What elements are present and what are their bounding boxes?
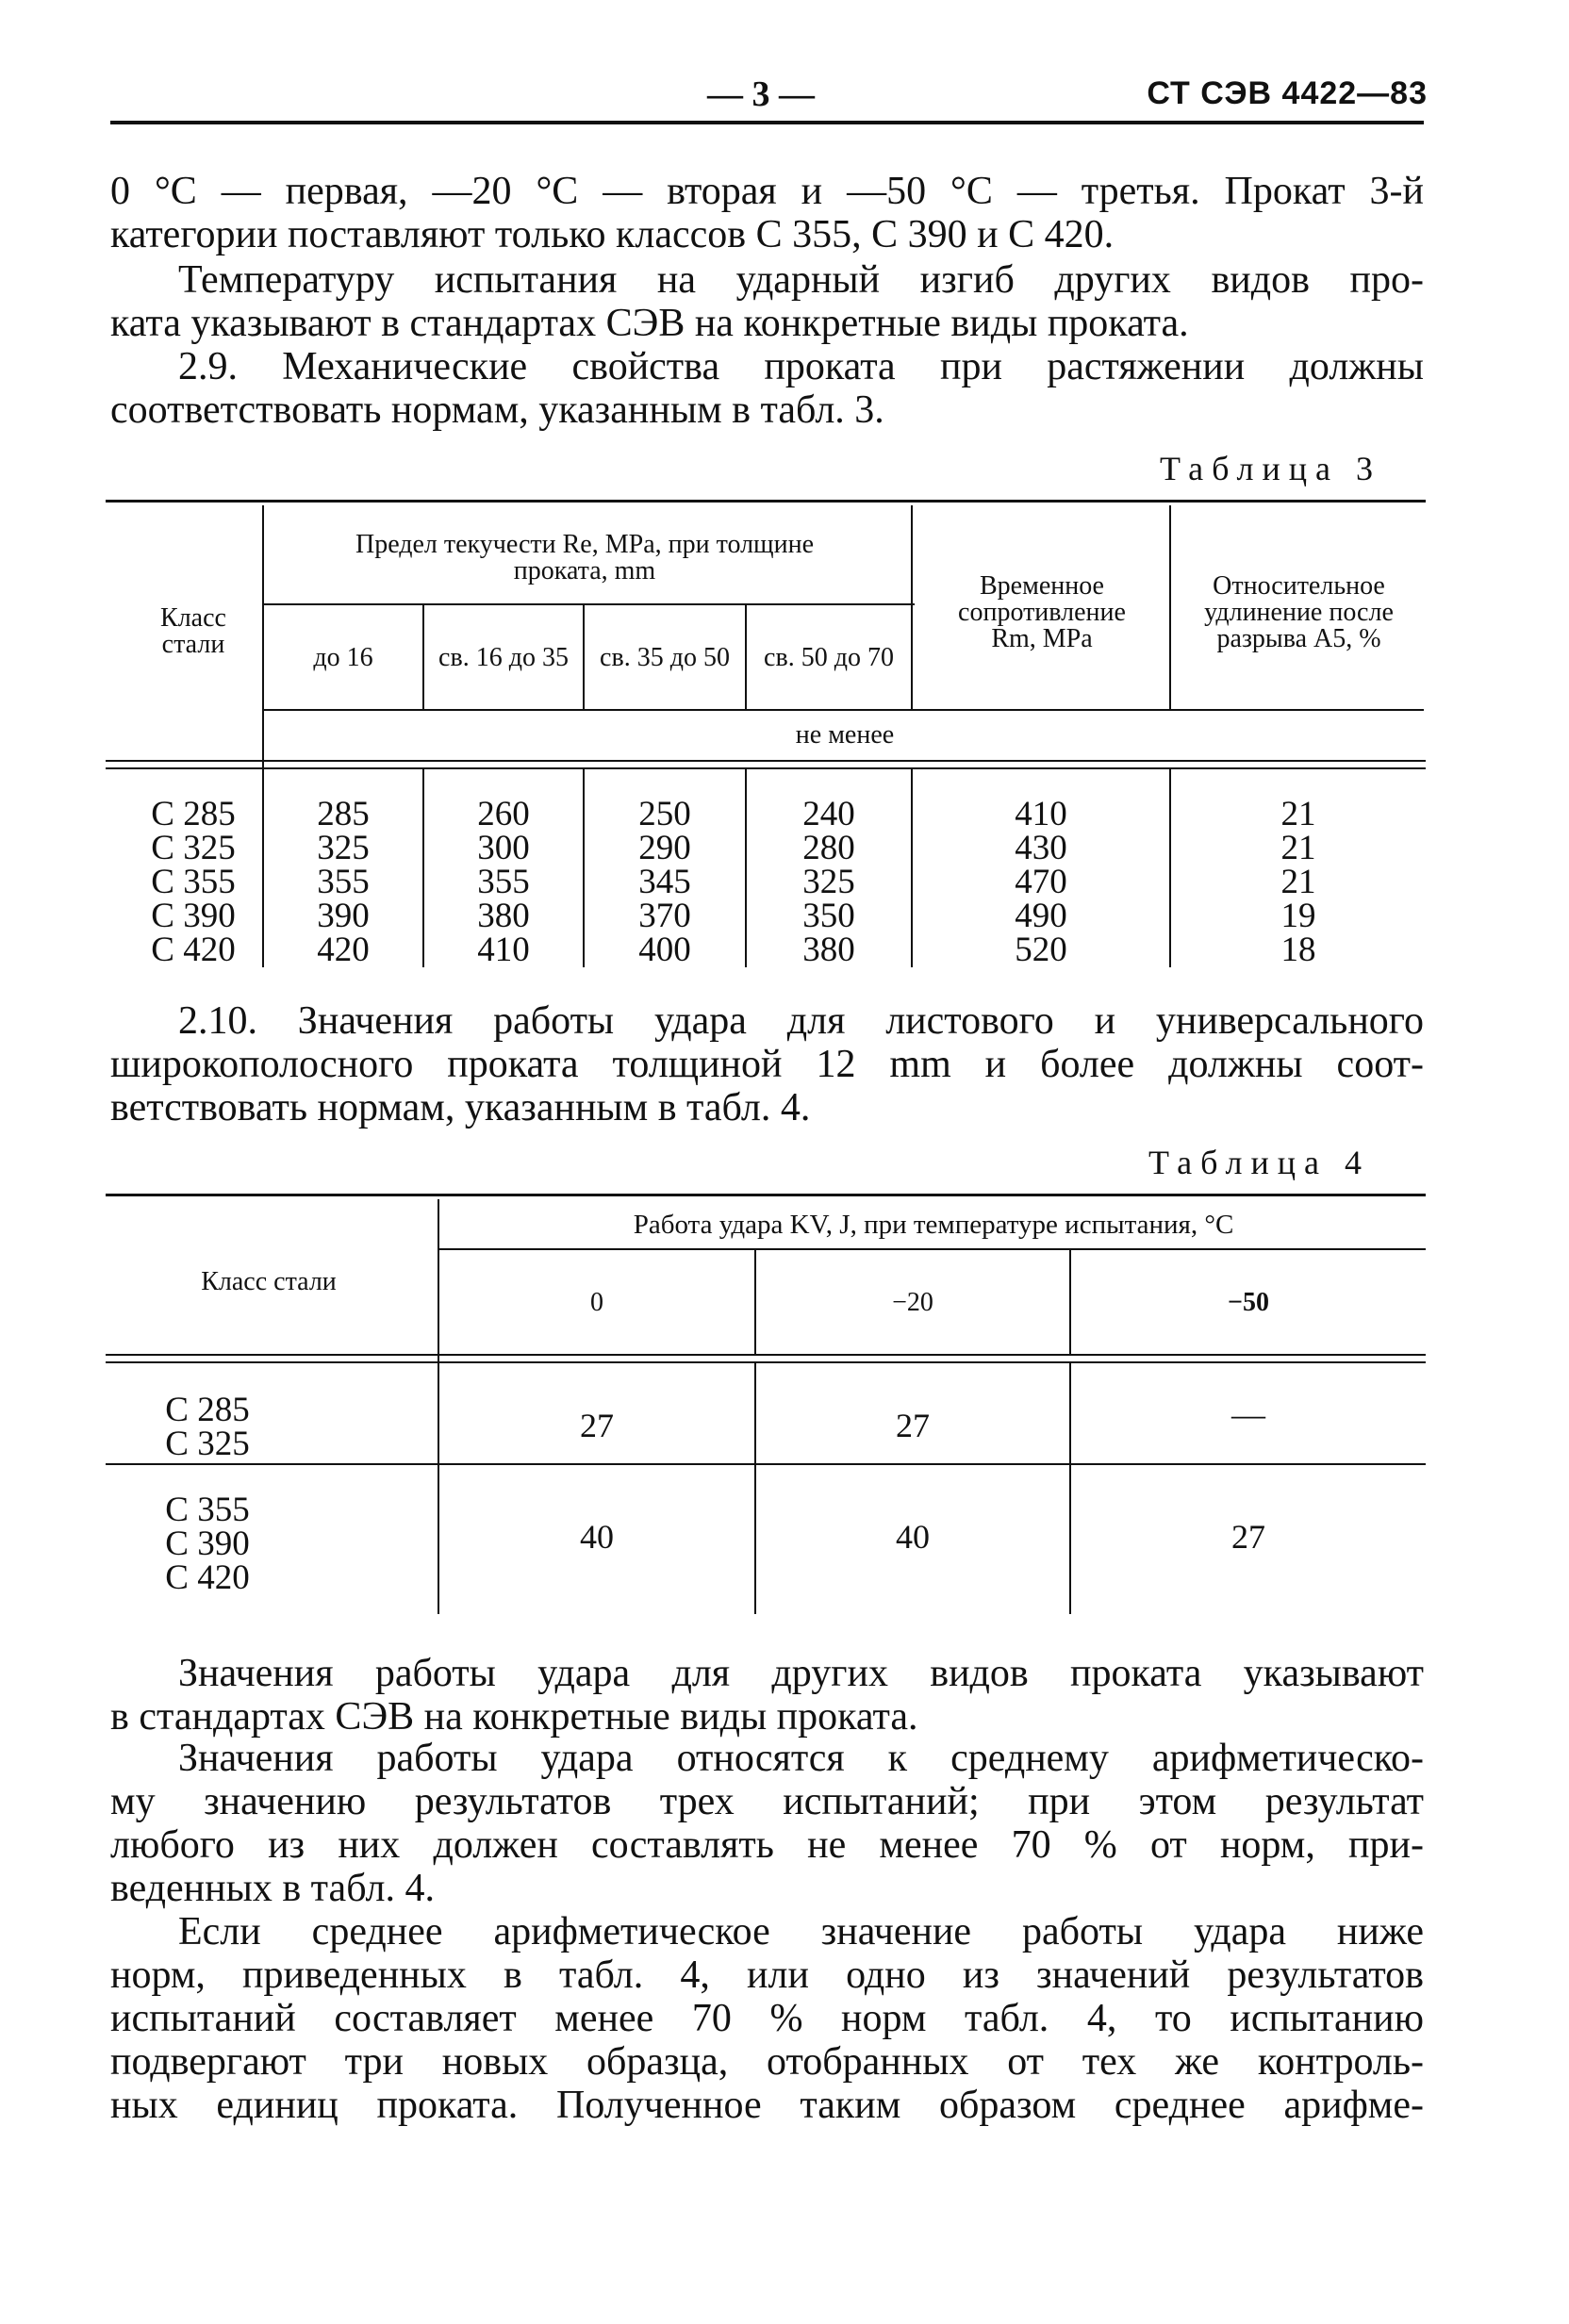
- table-rule: [106, 760, 1426, 762]
- text-line: 2.9. Механические свойства проката при растяжении должны: [178, 345, 1424, 388]
- t3-cell: 19: [1280, 897, 1316, 935]
- table-rule: [264, 709, 1424, 711]
- page-header: [0, 74, 1569, 114]
- t3-cell: 370: [638, 897, 691, 935]
- t3-cell: 325: [802, 863, 855, 901]
- table-rule: [439, 1248, 1426, 1250]
- text-line: ветствовать нормам, указанным в табл. 4.: [110, 1086, 811, 1129]
- paragraph-4: [110, 999, 1424, 1129]
- t3-cell: 470: [1015, 863, 1067, 901]
- t3-cell: 410: [477, 931, 530, 969]
- t4-class: С 285: [165, 1391, 250, 1429]
- t3-cell: 21: [1280, 795, 1316, 833]
- table-rule: [911, 769, 913, 967]
- t3-cell: 345: [638, 863, 691, 901]
- paragraph-6: [110, 1737, 1424, 1910]
- text-line: любого из них должен составлять не менее 70 % от норм, при-: [110, 1823, 1424, 1867]
- t3-cell: 490: [1015, 897, 1067, 935]
- t3-cell: 285: [317, 795, 370, 833]
- t4-class: С 390: [165, 1525, 250, 1563]
- table4-caption: Таблица 4: [1148, 1144, 1370, 1181]
- t3-col-class: [132, 795, 255, 969]
- t3-not-less: не менее: [795, 720, 895, 750]
- table-rule: [264, 603, 915, 605]
- t4-temp: 0: [590, 1288, 603, 1317]
- table-rule: [106, 1194, 1426, 1196]
- text-line: в стандартах СЭВ на конкретные виды проката.: [110, 1695, 918, 1739]
- t3-col-50-70: [749, 795, 909, 969]
- paragraph-7: [110, 1910, 1424, 2127]
- t4-cell: 27: [580, 1407, 614, 1444]
- t4-cell: —: [1231, 1395, 1265, 1433]
- t3-header-elongation: Относительное удлинение после разрыва A5, %: [1204, 571, 1394, 653]
- text-line: ных единиц проката. Полученное таким образом среднее арифме-: [110, 2084, 1424, 2127]
- text-line: соответствовать нормам, указанным в табл. 3.: [110, 388, 884, 432]
- t3-cell: 325: [317, 829, 370, 867]
- table-rule: [422, 769, 424, 967]
- t4-cell: 40: [896, 1518, 930, 1556]
- text-line: норм, приведенных в табл. 4, или одно из значений результатов: [110, 1953, 1424, 1997]
- t3-cell: 21: [1280, 829, 1316, 867]
- t4-cell: 40: [580, 1518, 614, 1556]
- t3-cell: 350: [802, 897, 855, 935]
- t3-cell: 280: [802, 829, 855, 867]
- text-line: му значению результатов трех испытаний; при этом результат: [110, 1780, 1424, 1823]
- table-rule: [1169, 769, 1171, 967]
- text-line: Значения работы удара для других видов проката указывают: [178, 1652, 1424, 1695]
- paragraph-3: [110, 345, 1424, 432]
- t3-subheader: св. 16 до 35: [438, 643, 569, 672]
- t4-class: С 355: [165, 1491, 250, 1529]
- t4-temp: −50: [1228, 1288, 1269, 1317]
- table-rule: [438, 1199, 439, 1614]
- t4-group1-classes: [132, 1393, 283, 1461]
- t3-cell: 390: [317, 897, 370, 935]
- text-line: веденных в табл. 4.: [110, 1867, 435, 1910]
- paragraph-5: [110, 1652, 1424, 1739]
- t3-cell: 355: [477, 863, 530, 901]
- table-rule: [911, 505, 913, 709]
- text-line: Значения работы удара относятся к среднему арифметическо-: [178, 1737, 1424, 1780]
- text-line: Если среднее арифметическое значение работы удара ниже: [178, 1910, 1424, 1953]
- t3-cell: 240: [802, 795, 855, 833]
- t3-cell: 420: [317, 931, 370, 969]
- t3-subheader: св. 35 до 50: [600, 643, 730, 672]
- t3-cell: 21: [1280, 863, 1316, 901]
- t3-cell: 380: [802, 931, 855, 969]
- table-rule: [754, 1250, 756, 1354]
- table-rule: [583, 769, 585, 967]
- t3-cell: 400: [638, 931, 691, 969]
- text-line: широкополосного проката толщиной 12 mm и более должны соот-: [110, 1043, 1424, 1086]
- t3-header-class: Класс стали: [160, 603, 226, 659]
- text-line: испытаний составляет менее 70 % норм табл. 4, то испытанию: [110, 1997, 1424, 2040]
- table-rule: [1169, 505, 1171, 709]
- t3-cell: 260: [477, 795, 530, 833]
- t4-class: С 325: [165, 1425, 250, 1463]
- t3-cell: С 420: [151, 931, 236, 969]
- t3-cell: С 285: [151, 795, 236, 833]
- t3-cell: 430: [1015, 829, 1067, 867]
- table-rule: [745, 769, 747, 967]
- t3-col-elongation: [1173, 795, 1424, 969]
- table3-caption: Таблица 3: [1160, 450, 1381, 487]
- t4-cell: 27: [896, 1407, 930, 1444]
- text-line: Температуру испытания на ударный изгиб других видов про-: [178, 258, 1424, 302]
- t3-subheader: до 16: [313, 643, 373, 672]
- t3-cell: 300: [477, 829, 530, 867]
- table-rule: [1069, 1363, 1071, 1614]
- table-rule: [106, 767, 1426, 769]
- table-rule: [106, 1463, 1426, 1465]
- header-rule: [110, 121, 1424, 124]
- text-line: 2.10. Значения работы удара для листового и универсального: [178, 999, 1424, 1043]
- table-rule: [745, 605, 747, 709]
- t3-cell: 355: [317, 863, 370, 901]
- t3-cell: 250: [638, 795, 691, 833]
- t3-cell: 380: [477, 897, 530, 935]
- t3-cell: С 355: [151, 863, 236, 901]
- t4-header-impact: Работа удара KV, J, при температуре испытания, °С: [633, 1210, 1234, 1240]
- paragraph-2: [110, 258, 1424, 345]
- t3-cell: 520: [1015, 931, 1067, 969]
- t3-cell: С 390: [151, 897, 236, 935]
- table-rule: [754, 1363, 756, 1614]
- t3-header-yield: Предел текучести Re, MPa, при толщине проката, mm: [355, 530, 815, 585]
- table-rule: [422, 605, 424, 709]
- page-number: — 3 —: [707, 74, 815, 114]
- standard-code: СТ СЭВ 4422—83: [1147, 75, 1428, 111]
- t3-cell: 290: [638, 829, 691, 867]
- text-line: 0 °С — первая, —20 °С — вторая и —50 °С — третья. Прокат 3-й: [110, 170, 1424, 213]
- t3-col-upto16: [266, 795, 421, 969]
- t4-header-class: Класс стали: [201, 1267, 337, 1296]
- t3-subheader: св. 50 до 70: [764, 643, 894, 672]
- t3-col-35-50: [586, 795, 743, 969]
- t4-temp: −20: [892, 1288, 933, 1317]
- table-rule: [583, 605, 585, 709]
- table-rule: [106, 1354, 1426, 1356]
- t4-class: С 420: [165, 1558, 250, 1597]
- text-line: подвергают три новых образца, отобранных от тех же контроль-: [110, 2040, 1424, 2084]
- text-line: ката указывают в стандартах СЭВ на конкретные виды проката.: [110, 302, 1189, 345]
- table-rule: [106, 1361, 1426, 1363]
- t3-cell: 410: [1015, 795, 1067, 833]
- t3-header-tensile: Временное сопротивление Rm, MPa: [958, 571, 1126, 653]
- text-line: категории поставляют только классов С 355, С 390 и С 420.: [110, 213, 1115, 256]
- t3-col-16-35: [426, 795, 581, 969]
- t4-cell: 27: [1231, 1518, 1265, 1556]
- table-rule: [1069, 1250, 1071, 1354]
- t3-col-tensile: [915, 795, 1167, 969]
- t4-group2-classes: [132, 1493, 283, 1595]
- t3-cell: С 325: [151, 829, 236, 867]
- table-rule: [262, 505, 264, 967]
- paragraph-1: [110, 170, 1424, 256]
- table-rule: [106, 500, 1426, 503]
- t3-cell: 18: [1280, 931, 1316, 969]
